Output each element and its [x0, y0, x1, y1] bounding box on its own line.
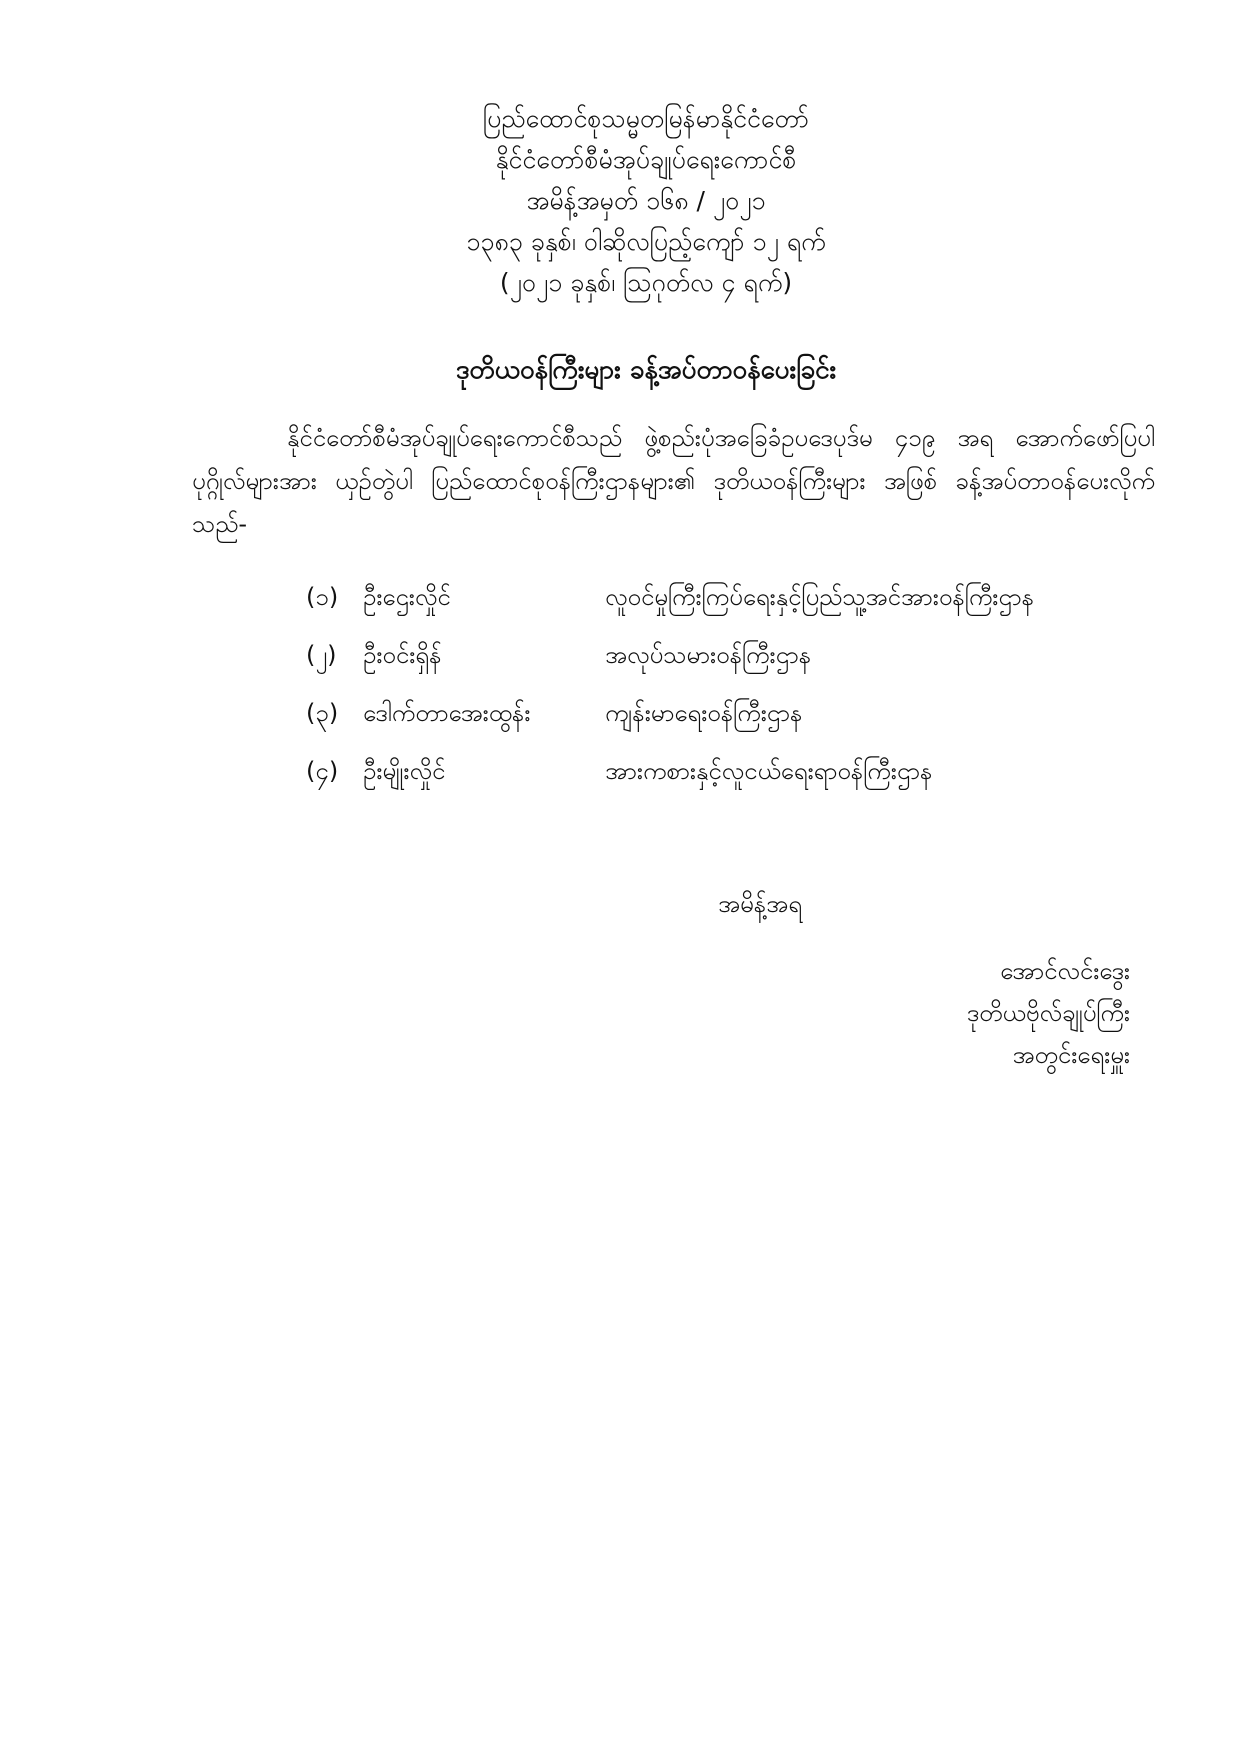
signatory-name: အောင်လင်းဒွေး [1000, 957, 1130, 985]
appointee-name: ဦးဌေးလှိုင် [363, 583, 451, 611]
appointment-item [0, 635, 1240, 675]
ministry-name: အလုပ်သမားဝန်ကြီးဌာန [605, 641, 812, 669]
appointment-item [0, 693, 1240, 733]
country-name: ပြည်ထောင်စုသမ္မတမြန်မာနိုင်ငံတော် [482, 104, 810, 133]
gregorian-date: (၂၀၂၁ ခုနှစ်၊ ဩဂုတ်လ ၄ ရက်) [499, 268, 793, 297]
signatory-rank: ဒုတိယဗိုလ်ချုပ်ကြီး [966, 999, 1130, 1027]
document-header [0, 98, 1240, 303]
ministry-name: ကျန်းမာရေးဝန်ကြီးဌာန [605, 699, 803, 727]
document-title: ဒုတိယဝန်ကြီးများ ခန့်အပ်တာဝန်ပေးခြင်း [455, 355, 837, 385]
ministry-name: လူဝင်မှုကြီးကြပ်ရေးနှင့်ပြည်သူ့အင်အားဝန်ကြီးဌာန [605, 583, 1034, 611]
item-number: (၄) [306, 757, 339, 785]
order-number: အမိန့်အမှတ် ၁၆၈ / ၂၀၂၁ [526, 186, 766, 215]
appointment-item [0, 577, 1240, 617]
signature-block [850, 950, 1130, 1076]
item-number: (၂) [306, 641, 337, 669]
by-order-text: အမိန့်အရ [718, 890, 802, 918]
appointee-name: ဦးဝင်းရှိန် [363, 641, 442, 669]
appointment-item [0, 751, 1240, 791]
appointee-name: ဒေါက်တာအေးထွန်း [363, 699, 531, 727]
item-number: (၁) [306, 583, 339, 611]
item-number: (၃) [306, 699, 339, 727]
myanmar-date: ၁၃၈၃ ခုနှစ်၊ ဝါဆိုလပြည့်ကျော် ၁၂ ရက် [466, 227, 826, 256]
council-name: နိုင်ငံတော်စီမံအုပ်ချုပ်ရေးကောင်စီ [495, 145, 797, 174]
body-paragraph: နိုင်ငံတော်စီမံအုပ်ချုပ်ရေးကောင်စီသည် ဖွဲ့စည်းပုံအခြေခံဥပဒေပုဒ်မ ၄၁၉ အရ အောက်ဖော်ပြပါ ပုဂ္ဂိုလ်များအား ယှဉ်တွဲပါ ပြည်ထောင်စုဝန်ကြီးဌာနများ၏ ဒုတိယဝန်ကြီးများ အဖြစ် ခန့်အပ်တာဝန်ပေးလိုက်သည်- [192, 424, 1155, 538]
signatory-position: အတွင်းရေးမှူး [1012, 1041, 1130, 1069]
ministry-name: အားကစားနှင့်လူငယ်ရေးရာဝန်ကြီးဌာန [605, 757, 933, 785]
appointee-name: ဦးမျိုးလှိုင် [363, 757, 446, 785]
